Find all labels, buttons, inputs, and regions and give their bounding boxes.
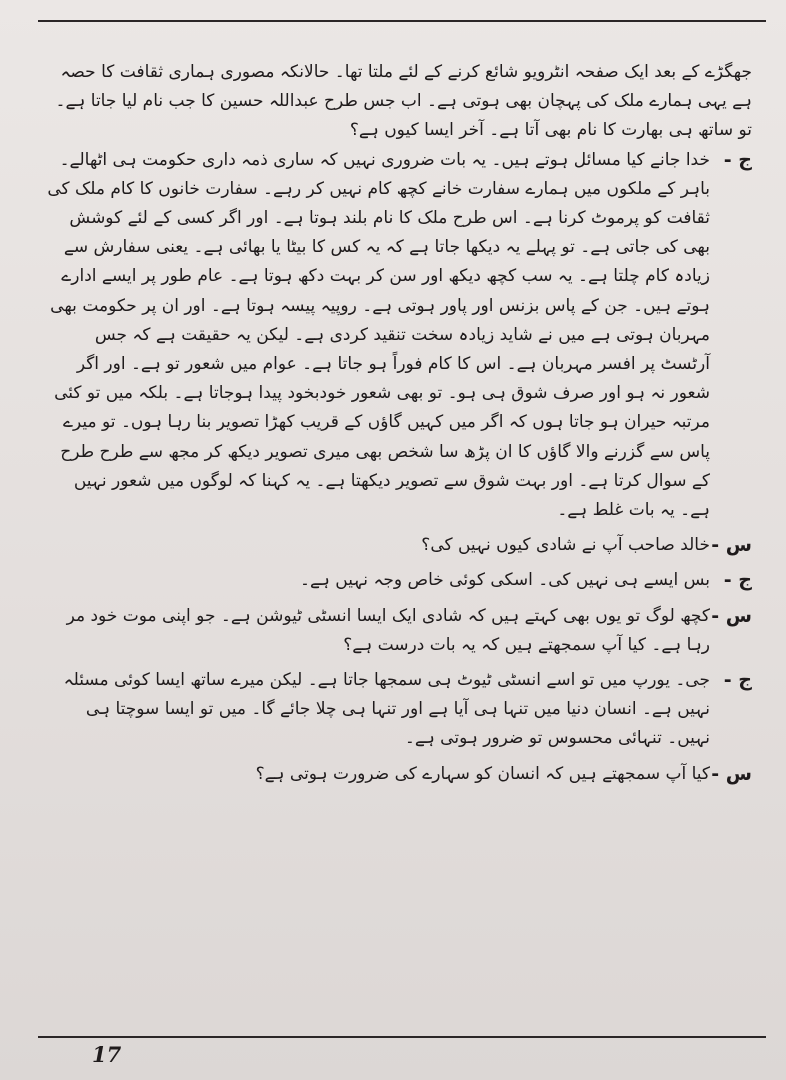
question-text: کچھ لوگ تو یوں بھی کہتے ہیں کہ شادی ایک ایسا انسٹی ٹیوشن ہے۔ جو اپنی موت خود مر رہا ہے۔ کیا آپ سمجھتے ہیں کہ یہ بات درست ہے؟ [66,605,710,655]
page-number: 17 [92,1042,122,1067]
question-marker: س - [711,534,752,557]
question-block [40,760,752,789]
bottom-rule [38,1036,766,1038]
answer-text: خدا جانے کیا مسائل ہوتے ہیں۔ یہ بات ضروری نہیں کہ ساری ذمہ داری حکومت ہی اٹھالے۔ باہر کے ملکوں میں ہمارے سفارت خانے کچھ کام نہیں کر رہے۔ سفارت خانوں کا کام ملک کی ثقافت کو پرموٹ کرنا ہے۔ اس طرح ملک کا نام بلند ہوتا ہے۔ اور اگر کسی کے لئے کوشش بھی کی جاتی ہے۔ تو پہلے یہ دیکھا جاتا ہے کہ یہ کس کا بیٹا یا بھائی ہے۔ یعنی سفارش سے زیادہ کام چلتا ہے۔ یہ سب کچھ دیکھ اور سن کر بہت دکھ ہوتا ہے۔ عام طور پر ایسے ادارے ہوتے ہیں۔ جن کے پاس بزنس اور پاور ہوتی ہے۔ روپیہ پیسہ ہوتا ہے۔ اور ان پر حکومت بھی مہربان ہوتی ہے میں نے شاید زیادہ سخت تنقید کردی ہے۔ لیکن یہ حقیقت ہے کہ جس آرٹسٹ پر افسر مہربان ہے۔ اس کا کام فوراً ہو جاتا ہے۔ عوام میں شعور تو ہے۔ اور اگر شعور نہ ہو اور صرف شوق ہی ہو۔ تو بھی شعور خودبخود پیدا ہوجاتا ہے۔ بلکہ میں تو کئی مرتبہ حیران ہو جاتا ہوں کہ اگر میں کہیں گاؤں کے قریب کھڑا تصویر بنا رہا ہوں۔ تو میرے پاس سے گزرنے والا گاؤں کا ان پڑھ سا شخص بھی میری تصویر دیکھ کر مجھ سے طرح طرح کے سوال کرتا ہے۔ اور بہت شوق سے تصویر دیکھتا ہے۔ یہ کہنا کہ لوگوں میں شعور نہیں ہے۔ یہ بات غلط ہے۔ [47,149,710,521]
answer-block [40,566,752,595]
answer-text: بس ایسے ہی نہیں کی۔ اسکی کوئی خاص وجہ نہیں ہے۔ [299,570,710,591]
answer-marker: ج - [723,148,752,171]
question-marker: س - [711,762,752,785]
intro-paragraph: جھگڑے کے بعد ایک صفحہ انٹرویو شائع کرنے کے لئے ملتا تھا۔ حالانکہ مصوری ہماری ثقافت کا حصہ ہے یہی ہمارے ملک کی پہچان بھی ہوتی ہے۔ اب جس طرح عبداللہ حسین کا جب نام لیا جاتا ہے۔ تو ساتھ ہی بھارت کا نام بھی آتا ہے۔ آخر ایسا کیوں ہے؟ [55,62,752,141]
top-rule [38,20,766,22]
answer-marker: ج - [723,569,752,592]
question-text: خالد صاحب آپ نے شادی کیوں نہیں کی؟ [421,535,710,556]
answer-marker: ج - [723,669,752,692]
answer-block [40,666,752,754]
question-block [40,602,752,660]
question-marker: س - [711,604,752,627]
question-text: کیا آپ سمجھتے ہیں کہ انسان کو سہارے کی ضرورت ہوتی ہے؟ [255,763,710,784]
question-block [40,531,752,560]
page-body [40,58,752,789]
answer-block [40,146,752,526]
answer-text: جی۔ یورپ میں تو اسے انسٹی ٹیوٹ ہی سمجھا جاتا ہے۔ لیکن میرے ساتھ ایسا کوئی مسئلہ نہیں ہے۔ انسان دنیا میں تنہا ہی آیا ہے اور تنہا ہی چلا جائے گا۔ میں تو ایسا سوچتا ہی نہیں۔ تنہائی محسوس تو ضرور ہوتی ہے۔ [63,670,710,749]
